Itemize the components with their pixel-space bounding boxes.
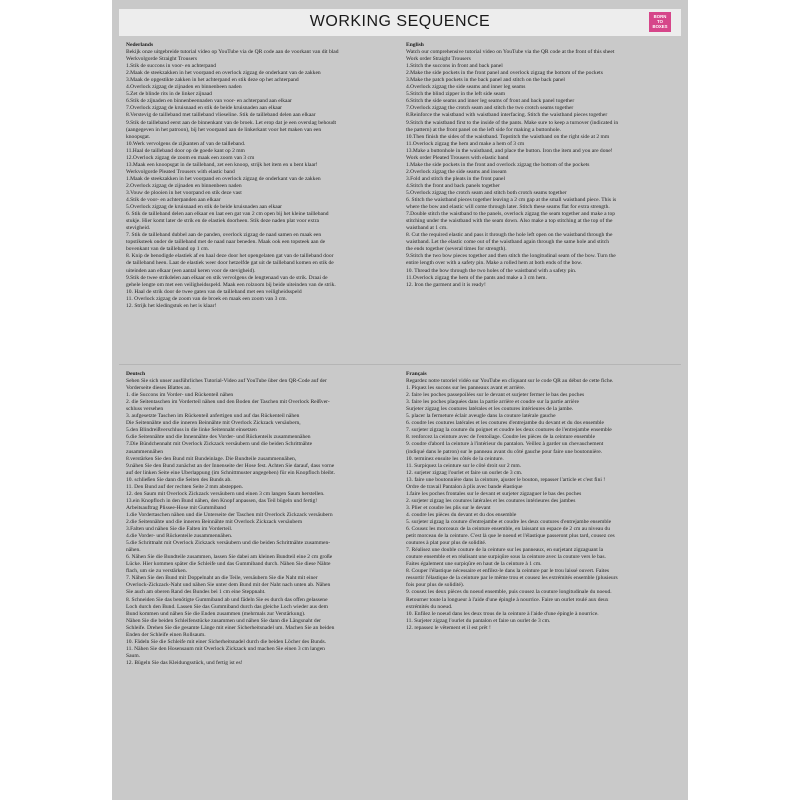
instruction-line: stitching under the waistband with the seam down. Also make a top stitching at the top of the	[406, 218, 613, 225]
instruction-line: 4.Overlock zigzag de zijnaden en binnenbeen naden	[126, 84, 242, 91]
instruction-line: 12. surjeter zigzag l'ourlet et faire un ourlet de 3 cm.	[406, 469, 523, 476]
instruction-line: 11.Overlock zigzag the hem of the pants and make a 3 cm hem.	[406, 274, 547, 281]
instruction-line: 1. die Succons im Vorder- und Rückenteil nähen	[126, 392, 234, 399]
instruction-line: Schleife. Drehen Sie die gesamte Länge mit einer Sicherheitsnadel um. Machen Sie an beiden	[126, 624, 335, 631]
instruction-line: Ordre de travail Pantalon à plis avec bande élastique	[406, 483, 523, 490]
instruction-line: 6. Nähen Sie die Bundteile zusammen, lassen Sie dabei am kleinen Bundteil eine 2 cm große	[126, 554, 333, 561]
instruction-line: Sie auch am oberen Rand des Bundes bei 1 cm eine Steppnaht.	[126, 589, 266, 596]
instruction-line: (indiqué dans le patron) sur le panneau avant du côté gauche pour faire une boutonnière.	[406, 448, 603, 455]
instruction-line: 11.Overlock zigzag the hem and make a hem of 3 cm	[406, 140, 525, 147]
instruction-line: 9.Stitch the two bow pieces together and then stitch the longitudinal seam of the bow. Turn the	[406, 253, 616, 260]
instruction-line: 9.Stik de twee strikdelen aan elkaar en stik vervolgens de lengtenaad van de strik. Draai de	[126, 274, 328, 281]
instruction-line: 10.Then finish the sides of the waistband. Topstitch the waistband on the right side at 2 mm	[406, 133, 610, 140]
instruction-line: 2.Make the side pockets in the front panel and overlock zigzag the bottom of the pockets	[406, 70, 603, 77]
instruction-line: Werkvolgorde Straight Trousers	[126, 56, 198, 63]
instruction-line: 3. aufgesetzte Taschen im Rückenteil anfertigen und auf das Rückenteil nähen	[126, 413, 300, 420]
instruction-line: 1.faire les poches frontales sur le devant et surjeter zigzaguer le bas des poches	[406, 490, 582, 497]
instruction-line: 12. den Saum mit Overlock Zickzack versäubern und einen 3 cm langen Saum herstellen.	[126, 490, 325, 497]
instruction-line: Arbeitsauftrag Plissee-Hose mit Gummiband	[126, 504, 226, 511]
instruction-line: bovenkant van de tailleband op 1 cm.	[126, 246, 210, 253]
instruction-line: 2.Overlock zigzag the side seams and inseam	[406, 168, 507, 175]
instruction-line: 3. faire les poches plaquées dans la partie arrière et coudre sur la partie arrière	[406, 399, 579, 406]
instruction-line: 5. surjeter zigzag la couture d'entrejambe et coudre les deux coutures d'entrejambe ensemble	[406, 518, 612, 525]
instruction-line: 3.Falten und nähen Sie die Falten im Vorderteil.	[126, 526, 233, 533]
instruction-line: 9.Stitch the waistband first to the inside of the pants. Make sure to keep a turnover (indicated in	[406, 119, 619, 126]
instruction-line: Overlock-Zickzack-Naht und nähen Sie unter dem Bund mit der Naht nach unten ab. Nähen	[126, 582, 331, 589]
instruction-line: 7.Die Bündchennaht mit Overlock Zickzack versäubern und die beiden Schrittnähte	[126, 441, 313, 448]
instruction-line: 11. Surpiquez la ceinture sur le côté droit sur 2 mm.	[406, 462, 522, 469]
instruction-line: 8.Reinforce the waistband with waistband interfacing. Stitch the waistband pieces together	[406, 112, 608, 119]
instruction-line: 13. faire une boutonnière dans la ceinture, ajuster le bouton, repasser l'article et c'est fini !	[406, 476, 606, 483]
instruction-line: 10. Haal de strik door de twee gaten van de tailleband met een veiligheidsspeld	[126, 288, 302, 295]
instruction-line: 10. Fädeln Sie die Schleife mit einer Sicherheitsnadel durch die beiden Löcher des Bunds.	[126, 638, 327, 645]
instruction-line: 9.nähen Sie den Bund zunächst an der Innenseite der Hose fest. Achten Sie darauf, dass vorne	[126, 462, 335, 469]
instruction-line: 5. placer la fermeture éclair aveugle dans la couture latérale gauche	[406, 413, 556, 420]
instruction-line: schluss versehen	[126, 406, 164, 413]
instruction-line: 3.Fold and stitch the pleats in the front panel	[406, 175, 506, 182]
instruction-line: extrémités du noeud.	[406, 603, 453, 610]
instruction-line: Loch durch den Bund. Lassen Sie das Gummiband durch das gleiche Loch wieder aus dem	[126, 603, 328, 610]
instruction-line: 10. Thread the bow through the two holes of the waistband with a safety pin.	[406, 267, 577, 274]
instruction-line: Surjeter zigzag les coutures latérales et les coutures intérieures de la jambe.	[406, 406, 574, 413]
instruction-line: 8. Schneiden Sie das benötigte Gummiband ab und fädeln Sie es durch das offen gelassene	[126, 596, 328, 603]
instruction-line: 5.die Schrittnaht mit Overlock Zickzack versäubern und die beiden Schrittnähte zusammen-	[126, 540, 331, 547]
instruction-line: 1. Piquez les sucons sur les panneaux avant et arrière.	[406, 385, 526, 392]
section-nederlands	[126, 42, 394, 310]
instruction-line: gehele lengte om met een veiligheidsspeld. Maak een rolzoom bij beide uiteinden van de strik.	[126, 281, 336, 288]
instruction-line: 5.Zet de blinde rits in de linker zijnaad	[126, 91, 212, 98]
instruction-line: ressortir l'élastique de la ceinture par le même trou et cousez les extrémités ensemble (plusieurs	[406, 575, 618, 582]
instruction-line: 11. Nähen Sie den Hosensaum mit Overlock Zickzack und machen Sie einen 3 cm langen	[126, 645, 325, 652]
instruction-line: fois pour plus de solidité).	[406, 582, 465, 589]
instruction-line: 1.Maak de steekzakken in het voorpand en overlock zigzag de onderkant van de zakken	[126, 175, 321, 182]
page-title: WORKING SEQUENCE	[309, 13, 491, 30]
instruction-line: 3. Plier et coudre les plis sur le devant	[406, 504, 491, 511]
instruction-line: 4. coudre les pièces du devant et du dos ensemble	[406, 511, 517, 518]
instruction-line: Nähen Sie die beiden Schleifenstücke zusammen und nähen Sie dann die Längsnaht der	[126, 617, 322, 624]
instruction-line: 8.Verstevig de tailleband met tailleband vlieseline. Stik de tailleband delen aan elkaar	[126, 112, 316, 119]
brand-logo: BORN TO BOXES	[649, 12, 671, 32]
instruction-line: 2.Maak de steekzakken in het voorpand en overlock zigzag de onderkant van de zakken	[126, 70, 321, 77]
instruction-line: Die Seitennähte und die inneren Beinnähte mit Overlock Zickzack versäubern,	[126, 420, 301, 427]
section-title: Français	[406, 371, 427, 377]
instruction-line: 7.Double stitch the waistband to the panels, overlock zigzag the seam together and make a top	[406, 211, 616, 218]
instruction-line: entire length over with a safety pin. Make a rolled hem at both ends of the bow.	[406, 260, 583, 267]
instruction-line: 4.Overlock zigzag the side seams and inner leg seams	[406, 84, 526, 91]
instruction-line: 11. Surjeter zigzag l'ourlet du pantalon et faire un ourlet de 3 cm.	[406, 617, 551, 624]
instruction-line: 6. coudre les coutures latérales et les coutures d'entrejambe du devant et du dos ensemble	[406, 420, 604, 427]
instruction-line: 7. surjeter zigzag la couture du poignet et coudre les deux coutures de l'entrejambe ensemble	[406, 427, 612, 434]
instruction-line: 10. terminez ensuite les côtés de la ceinture.	[406, 455, 504, 462]
instruction-line: 11. Overlock zigzag de zoom van de broek en maak een zoom van 3 cm.	[126, 295, 287, 302]
instruction-line: Work order Pleated Trousers with elastic band	[406, 154, 509, 161]
instruction-line: 9. coudre d'abord la ceinture à l'intérieur du pantalon. Veillez à garder un chevauchement	[406, 441, 604, 448]
instruction-line: 13.ein Knopfloch in den Bund nähen, den Knopf anpassen, das Teil bügeln und fertig!	[126, 497, 318, 504]
instruction-line: 11. Den Bund auf der rechten Seite 2 mm absteppen.	[126, 483, 244, 490]
instruction-line: 2. die Seitentaschen im Vorderteil nähen und den Boden der Taschen mit Overlock Reißver-	[126, 399, 330, 406]
instruction-line: 3.Maak de opgestikte zakken in het achterpand en stik deze op het achterpand	[126, 77, 299, 84]
instruction-line: 5.Overlock zigzag de kruisnaad en stik de beide kruisnaden aan elkaar	[126, 204, 283, 211]
section-title: Deutsch	[126, 371, 146, 377]
instruction-line: petit morceau de la ceinture. C'est là que le noeud et l'élastique passeront plus tard, cousez ces	[406, 533, 615, 540]
instruction-line: (aangegeven in het patroon), bij het voorpand aan de linkerkant voor het maken van een	[126, 126, 322, 133]
instruction-line: 4.die Vorder- und Rückenteile zusammennähen.	[126, 533, 233, 540]
instruction-line: 2. faire les poches passepoilées sur le devant et surjeter fermer le bas des poches	[406, 392, 585, 399]
instruction-line: stukje. Hier komt later de strik en de elastiek doorheen. Stik deze naden plat voor extra	[126, 218, 319, 225]
instruction-line: 8. Couper l'élastique nécessaire et enfilez-le dans la ceinture par le trou laissé ouvert. Faites	[406, 568, 610, 575]
instruction-line: Retourner toute la longueur à l'aide d'une épingle à nourrice. Faire un ourlet roulé aux deux	[406, 596, 609, 603]
instruction-line: 10. schließen Sie dann die Seiten des Bunds ab.	[126, 476, 232, 483]
section-divider	[119, 364, 681, 365]
instruction-line: 13.Make a buttonhole in the waistband, and place the button. Iron the item and you are done!	[406, 147, 613, 154]
instruction-line: Lücke. Hier kommen später die Schleife und das Gummiband durch. Nähen Sie diese Nähte	[126, 561, 331, 568]
instruction-line: 12. Strijk het kledingstuk en het is klaar!	[126, 302, 217, 309]
header-bar	[119, 9, 681, 36]
instruction-line: stevigheid.	[126, 225, 151, 232]
instruction-line: 7.Overlock zigzag the crotch seam and stitch the two crotch seams together	[406, 105, 574, 112]
instruction-line: 6. Stik de tailleband delen aan elkaar en laat een gat van 2 cm open bij het kleine tailleband	[126, 211, 329, 218]
instruction-line: 6.Stik de zijnaden en binnenbeennaden van voor- en achterpand aan elkaar	[126, 98, 292, 105]
instruction-line: 12. repassez le vêtement et il est prêt !	[406, 624, 491, 631]
instruction-line: Saum.	[126, 652, 141, 659]
instruction-line: 11.Haal de tailleband door op de goede kant op 2 mm	[126, 147, 245, 154]
instruction-line: 2. surjeter zigzag les coutures latérales et les coutures intérieures des jambes	[406, 497, 576, 504]
instruction-line: zusammennähen	[126, 448, 163, 455]
instruction-line: 9.Stik de tailleband eerst aan de binnenkant van de broek. Let erop dat je een overslag behoudt	[126, 119, 337, 126]
instruction-line: 1.die Vordertaschen nähen und die Unterseite der Taschen mit Overlock Zickzack versäubern	[126, 511, 333, 518]
instruction-line: 7.Overlock zigzag de kruisnaad en stik de beide kruisnaden aan elkaar	[126, 105, 283, 112]
instruction-line: 12.Overlock zigzag de zoom en maak een zoom van 3 cm	[126, 154, 255, 161]
instruction-sheet	[112, 0, 688, 800]
instruction-line: waistband at 1 cm.	[406, 225, 448, 232]
instruction-line: 8. Cut the required elastic and pass it through the hole left open on the waistband through the	[406, 232, 613, 239]
instruction-line: 9. cousez les deux pièces du noeud ensemble, puis cousez la couture longitudinale du noeud.	[406, 589, 612, 596]
instruction-line: 10.Werk vervolgens de zijkanten af van de tailleband.	[126, 140, 246, 147]
instruction-line: coutures à plat pour plus de solidité.	[406, 540, 487, 547]
instruction-line: Watch our comprehensive tutorial video on YouTube via the QR code at the front of this sheet	[406, 49, 615, 56]
instruction-line: Vorderseite dieses Blattes an.	[126, 385, 191, 392]
instruction-line: Bekijk onze uitgebreide tutorial video op YouTube via de QR code aan de voorkant van dit blad	[126, 49, 339, 56]
instruction-line: 8. Knip de benodigde elastiek af en haal deze door het opengelaten gat van de tailleband door	[126, 253, 334, 260]
instruction-line: 12. Iron the garment and it is ready!	[406, 281, 486, 288]
instruction-line: 5.Overlock zigzag the crotch seam and stitch both crotch seams together	[406, 189, 567, 196]
instruction-line: waistband. Let the elastic come out of the waistband again through the same hole and stitch	[406, 239, 610, 246]
instruction-line: Regardez notre tutoriel vidéo sur YouTube en cliquant sur le code QR au début de cette fiche.	[406, 378, 614, 385]
instruction-line: 13.Maak een knoopsgat in de tailleband, zet een knoop, strijk het item en u bent klaar!	[126, 161, 318, 168]
instruction-line: Sehen Sie sich unser ausführliches Tutorial-Video auf YouTube über den QR-Code auf der	[126, 378, 327, 385]
instruction-line: 3.Make the patch pockets in the back panel and stitch on the back panel	[406, 77, 565, 84]
instruction-line: 2.Overlock zigzag de zijnaden en binnenbeen naden	[126, 182, 242, 189]
instruction-line: Enden der Schleife einen Rollsaum.	[126, 631, 206, 638]
instruction-line: flach, um sie zu verstärken.	[126, 568, 187, 575]
instruction-line: the ends together (several times for strength).	[406, 246, 507, 253]
instruction-line: 6.Stitch the side seams and inner leg seams of front and back panel together	[406, 98, 575, 105]
instruction-line: the pattern) at the front panel on the left side for making a buttonhole.	[406, 126, 561, 133]
instruction-line: 4.Stik de voor- en achterpanden aan elkaar	[126, 197, 221, 204]
instruction-line: 1.Stitch the succons in front and back panel	[406, 63, 503, 70]
instruction-line: 5.Stitch the blind zipper in the left side seam	[406, 91, 506, 98]
section-francais	[406, 371, 678, 632]
section-deutsch	[126, 371, 394, 667]
instruction-line: 8.verstärken Sie den Bund mit Bundeinlage. Die Bundteile zusammennähen,	[126, 455, 297, 462]
instruction-line: where the bow and elastic will come through later. Stitch these seams flat for extra strength.	[406, 204, 610, 211]
instruction-line: 3.Vouw de plooien in het voorpand en stik deze vast	[126, 189, 242, 196]
instruction-line: couture ensemble et en réalisant une surpiqûre sous la ceinture avec la couture vers le bas.	[406, 554, 606, 561]
instruction-line: 12. Bügeln Sie das Kleidungsstück, und fertig ist es!	[126, 659, 243, 666]
instruction-line: uiteinden aan elkaar (een aantal keren voor de stevigheid).	[126, 267, 256, 274]
instruction-line: Work order Straight Trousers	[406, 56, 471, 63]
section-title: Nederlands	[126, 42, 154, 48]
instruction-line: 10. Enfilez le noeud dans les deux trous de la ceinture à l'aide d'une épingle à nourrice.	[406, 610, 599, 617]
instruction-line: knoopsgat.	[126, 133, 151, 140]
section-title: English	[406, 42, 424, 48]
instruction-line: 7. Stik de tailleband dubbel aan de panden, overlock zigzag de naad samen en maak een	[126, 232, 322, 239]
instruction-line: 6. Cousez les morceaux de la ceinture ensemble, en laissant un espace de 2 cm au niveau du	[406, 526, 611, 533]
instruction-line: 1.Stik de succons in voor- en achterpand	[126, 63, 217, 70]
instruction-line: Faites également une surpiqûre en haut de la ceinture à 1 cm.	[406, 561, 542, 568]
instruction-line: 4.Stitch the front and back panels together	[406, 182, 500, 189]
instruction-line: 7. Nähen Sie den Bund mit Doppelnaht an die Teile, versäubern Sie die Naht mit einer	[126, 575, 318, 582]
instruction-line: nähen.	[126, 547, 141, 554]
instruction-line: topstiksteek onder de tailleband met de naad naar beneden. Maak ook een topsteek aan de	[126, 239, 326, 246]
instruction-line: 5.den Blindreißverschluss in die linke Seitennaht einsetzen	[126, 427, 257, 434]
instruction-line: Bund kommen und nähen Sie die Enden zusammen (mehrmals zur Verstärkung).	[126, 610, 306, 617]
instruction-line: 1.Make the side pockets in the front and overlock zigzag the bottom of the pockets	[406, 161, 590, 168]
instruction-line: 2.die Seitennähte und die inneren Beinnähte mit Overlock Zickzack versäubern	[126, 518, 303, 525]
instruction-line: 8. renforcez la ceinture avec de l'entoilage. Coudre les pièces de la ceinture ensemble	[406, 434, 596, 441]
instruction-line: 6.die Seitennähte und die Innennähte des Vorder- und Rückenteils zusammennähen	[126, 434, 311, 441]
instruction-line: Werkvolgorde Pleated Trousers with elastic band	[126, 168, 235, 175]
instruction-line: 6. Stitch the waistband pieces together leaving a 2 cm gap at the small waistband piece. This is	[406, 197, 617, 204]
instruction-line: 7. Réalisez une double couture de la ceinture sur les panneaux, en surjetant zigzaguant la	[406, 547, 604, 554]
instruction-line: auf der linken Seite eine Überlappung (im Schnittmuster angegeben) für ein Knopfloch bleibt.	[126, 469, 336, 476]
section-english	[406, 42, 678, 289]
instruction-line: de tailleband heen. Laat de elastiek weer door hetzelfde gat uit de tailleband komen en stik de	[126, 260, 334, 267]
